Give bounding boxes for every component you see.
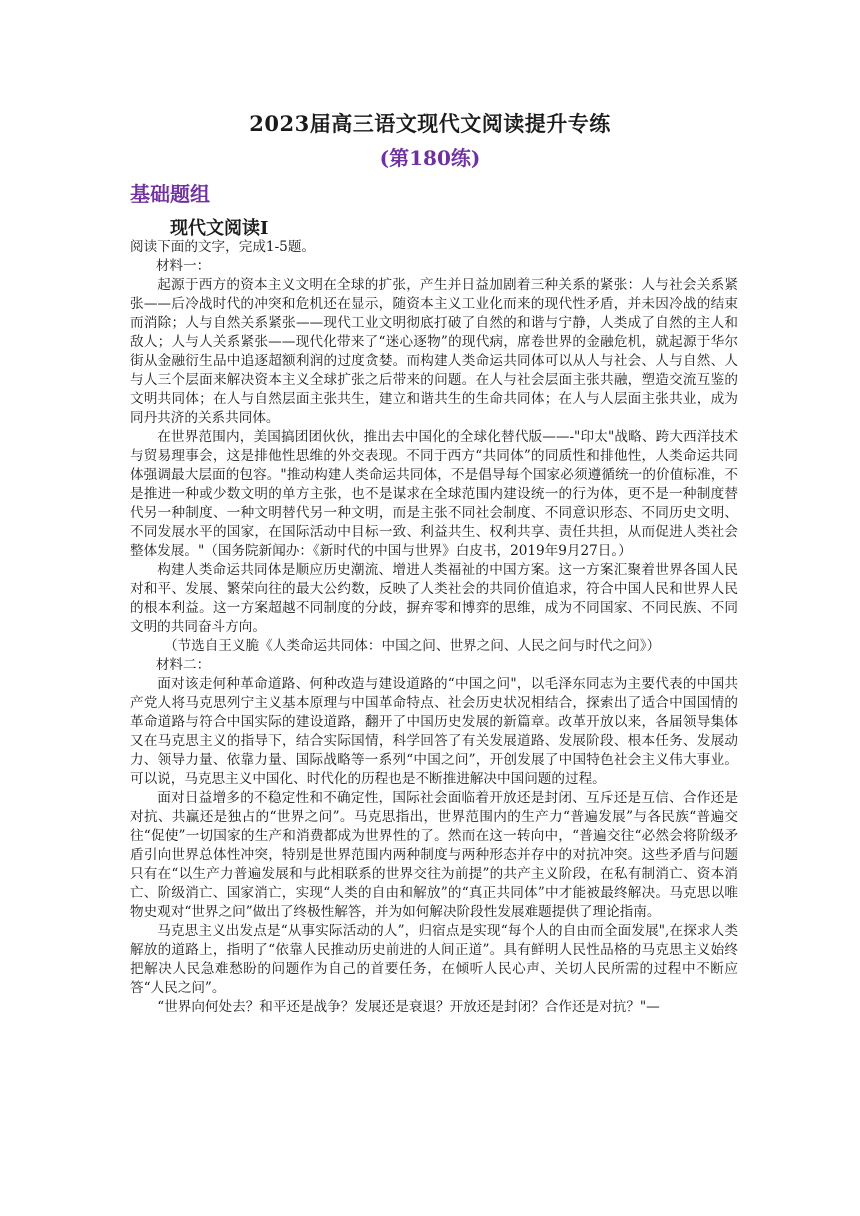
material2-paragraph: 面对日益增多的不稳定性和不确定性，国际社会面临着开放还是封闭、互斥还是互信、合作还是对抗、共赢还是独占的“世界之问”。马克思指出，世界范围内的生产力“普遍发展”与各民族“普遍交往“促使”一切国家的生产和消费都成为世界性的了。然而在这一转向中，“普遍交往“必然会将阶级矛盾引向世界总体性冲突，特别是世界范围内两种制度与两种形态并存中的对抗冲突。这些矛盾与问题只有在“以生产力普遍发展和与此相联系的世界交往为前提”的共产主义阶段，在私有制消亡、资本消亡、阶级消亡、国家消亡，实现“人类的自由和解放”的“真正共同体”中才能被最终解决。马克思以唯物史观对“世界之问”做出了终极性解答，并为如何解决阶段性发展难题提供了理论指南。 xyxy=(130,790,738,920)
material2-paragraph: 面对该走何种革命道路、何种改造与建设道路的“中国之问"，以毛泽东同志为主要代表的中国共产党人将马克思列宁主义基本原理与中国革命特点、社会历史状况相结合，探索出了适合中国国情的革命道路与符合中国实际的建设道路，翻开了中国历史发展的新篇章。改革开放以来，各届领导集体又在马克思主义的指导下，结合实际国情，科学回答了有关发展道路、发展阶段、根本任务、发展动力、领导力量、依靠力量、国际战略等一系列“中国之问”，开创发展了中国特色社会主义伟大事业。可以说，马克思主义中国化、时代化的历程也是不断推进解决中国问题的过程。 xyxy=(130,676,738,787)
material2-label: 材料二： xyxy=(155,657,211,673)
page-subtitle: (第180练) xyxy=(379,146,481,170)
section-heading: 基础题组 xyxy=(130,182,210,206)
material1-paragraph: 构建人类命运共同体是顺应历史潮流、增进人类福祉的中国方案。这一方案汇聚着世界各国人民对和平、发展、繁荣向往的最大公约数，反映了人类社会的共同价值追求，符合中国人民和世界人民的根本利益。这一方案超越不同制度的分歧，摒弃零和博弈的思维，成为不同国家、不同民族、不同文明的共同奋斗方向。 xyxy=(130,562,738,635)
article-body xyxy=(130,238,738,1017)
material1-paragraph: 起源于西方的资本主义文明在全球的扩张，产生并日益加剧着三种关系的紧张：人与社会关系紧张——后冷战时代的冲突和危机还在显示，随资本主义工业化而来的现代性矛盾，并未因冷战的结束而消除；人与自然关系紧张——现代工业文明彻底打破了自然的和谐与宁静，人类成了自然的主人和敌人；人与人关系紧张——现代化带来了“迷心逐物”的现代病，席卷世界的金融危机，就起源于华尔街从金融衍生品中追逐超额利润的过度贪婪。而构建人类命运共同体可以从人与社会、人与自然、人与人三个层面来解决资本主义全球扩张之后带来的问题。在人与社会层面主张共融，塑造交流互鉴的文明共同体；在人与自然层面主张共生，建立和谐共生的生命共同体；在人与人层面主张共业，成为同丹共济的关系共同体。 xyxy=(130,277,738,426)
page-title: 2023届高三语文现代文阅读提升专练 xyxy=(249,111,611,136)
material1-paragraph: 在世界范围内，美国搞团团伙伙，推出去中国化的全球化替代版——-"印太"战略、跨大西洋技术与贸易理事会，这是排他性思维的外交表现。不同于西方“共同体”的同质性和排他性，人类命运共同体强调最大层面的包容。"推动构建人类命运共同体，不是倡导每个国家必须遵循统一的价值标准，不是推进一种或少数文明的单方主张，也不是谋求在全球范围内建设统一的行为体，更不是一种制度替代另一种制度、一种文明替代另一种文明，而是主张不同社会制度、不同意识形态、不同历史文明、不同发展水平的国家，在国际活动中目标一致、利益共生、权利共享、责任共担，从而促进人类社会整体发展。"（国务院新闻办：《新时代的中国与世界》白皮书，2019年9月27日。） xyxy=(130,429,738,559)
material1-source: （节选自王义脆《人类命运共同体：中国之问、世界之问、人民之问与时代之问》） xyxy=(164,638,661,654)
subsection-heading: 现代文阅读Ⅰ xyxy=(170,218,269,239)
material2-paragraph: 马克思主义出发点是“从事实际活动的人”，归宿点是实现“每个人的自由而全面发展",在探求人类解放的道路上，指明了“依靠人民推动历史前进的人间正道”。具有鲜明人民性品格的马克思主义始终把解决人民急难愁盼的问题作为自己的首要任务，在倾听人民心声、关切人民所需的过程中不断应答“人民之问”。 xyxy=(130,923,738,996)
material1-label: 材料一： xyxy=(155,258,211,274)
instruction-text: 阅读下面的文字，完成1-5题。 xyxy=(130,239,316,255)
material2-paragraph: “世界向何处去？和平还是战争？发展还是衰退？开放还是封闭？合作还是对抗？"— xyxy=(157,999,660,1015)
